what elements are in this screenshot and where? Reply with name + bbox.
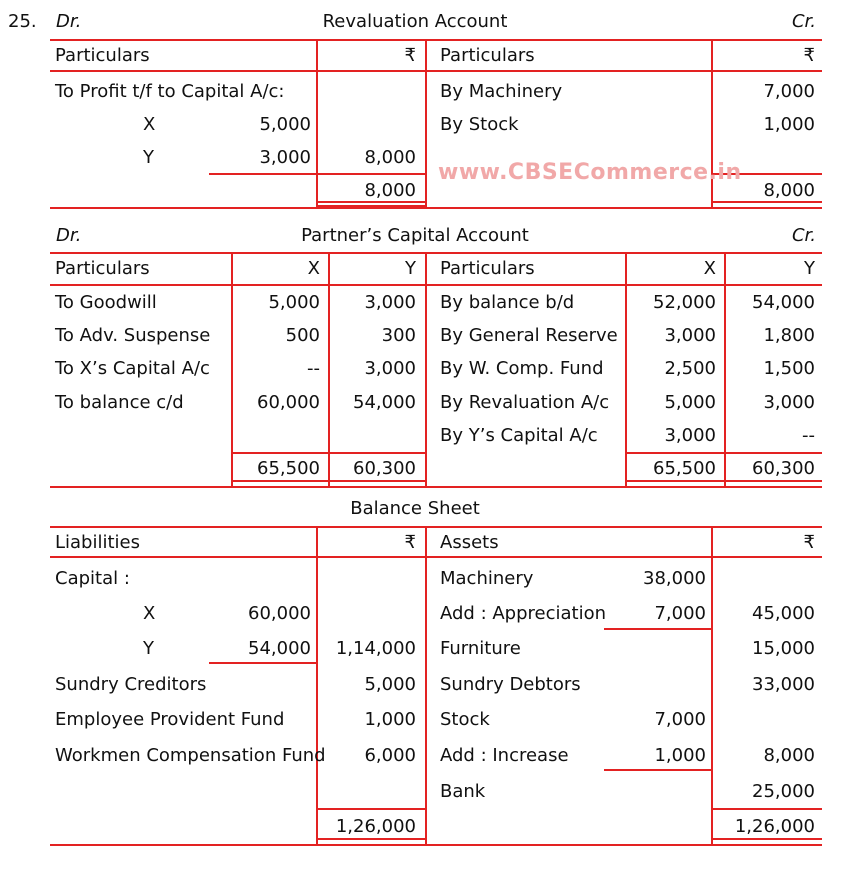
debit-row-y: 3,000 <box>364 292 416 313</box>
credit-row-y: -- <box>802 425 815 446</box>
rupee-header: ₹ <box>803 45 815 66</box>
sundry-creditors-label: Sundry Creditors <box>55 674 207 695</box>
furniture-amount: 15,000 <box>752 638 815 659</box>
question-number: 25. <box>8 11 37 32</box>
partner-y-label: Y <box>143 638 154 659</box>
rupee-header: ₹ <box>803 532 815 553</box>
machinery-amount: 7,000 <box>763 81 815 102</box>
capital-title: Partner’s Capital Account <box>301 225 529 246</box>
particulars-header: Particulars <box>55 45 150 66</box>
bank-label: Bank <box>440 781 486 802</box>
stock-amount: 1,000 <box>763 114 815 135</box>
capital-label: Capital : <box>55 568 130 589</box>
sundry-debtors-amount: 33,000 <box>752 674 815 695</box>
cr-label: Cr. <box>791 11 816 32</box>
sundry-creditors-amount: 5,000 <box>364 674 416 695</box>
credit-row-label: By General Reserve <box>440 325 618 346</box>
liabilities-total: 1,26,000 <box>335 816 416 837</box>
appreciation-label: Add : Appreciation <box>440 603 607 624</box>
partner-y-capital: 54,000 <box>248 638 311 659</box>
credit-row-y: 1,500 <box>763 358 815 379</box>
credit-row-x: 2,500 <box>664 358 716 379</box>
credit-row-label: By Revaluation A/c <box>440 392 610 413</box>
credit-total-x: 65,500 <box>653 458 716 479</box>
assets-total: 1,26,000 <box>734 816 815 837</box>
column-y-header: Y <box>405 258 416 279</box>
credit-total-y: 60,300 <box>752 458 815 479</box>
credit-row-y: 3,000 <box>763 392 815 413</box>
debit-row-x: -- <box>307 358 320 379</box>
credit-row-x: 3,000 <box>664 425 716 446</box>
sundry-debtors-label: Sundry Debtors <box>440 674 581 695</box>
debit-row-y: 54,000 <box>353 392 416 413</box>
wcf-label: Workmen Compensation Fund <box>55 745 326 766</box>
cr-label: Cr. <box>791 225 816 246</box>
credit-row-x: 3,000 <box>664 325 716 346</box>
machinery-label: Machinery <box>440 568 534 589</box>
epf-amount: 1,000 <box>364 709 416 730</box>
debit-row-label: To Goodwill <box>55 292 157 313</box>
debit-row-label: To X’s Capital A/c <box>55 358 210 379</box>
partner-x-label: X <box>143 603 156 624</box>
debit-row-x: 500 <box>285 325 320 346</box>
debit-total-y: 60,300 <box>353 458 416 479</box>
column-y-header: Y <box>804 258 815 279</box>
revaluation-title: Revaluation Account <box>322 11 508 32</box>
debit-row-label: To Adv. Suspense <box>55 325 211 346</box>
rupee-header: ₹ <box>404 532 416 553</box>
right-total: 8,000 <box>763 180 815 201</box>
column-x-header: X <box>703 258 716 279</box>
liabilities-header: Liabilities <box>55 532 140 553</box>
stock-amount: 7,000 <box>654 709 706 730</box>
credit-row-y: 54,000 <box>752 292 815 313</box>
stock-label: Stock <box>440 709 490 730</box>
debit-row-label: To balance c/d <box>55 392 184 413</box>
debit-total-x: 65,500 <box>257 458 320 479</box>
credit-row-label: By balance b/d <box>440 292 575 313</box>
epf-label: Employee Provident Fund <box>55 709 285 730</box>
increase-amount: 1,000 <box>654 745 706 766</box>
profit-subtotal: 8,000 <box>364 147 416 168</box>
bank-amount: 25,000 <box>752 781 815 802</box>
assets-header: Assets <box>440 532 499 553</box>
partner-y-label: Y <box>143 147 154 168</box>
watermark: www.CBSECommerce.in <box>438 160 742 185</box>
credit-row-label: By Y’s Capital A/c <box>440 425 598 446</box>
credit-row-x: 5,000 <box>664 392 716 413</box>
particulars-header: Particulars <box>440 45 535 66</box>
partner-x-label: X <box>143 114 156 135</box>
machinery-label: By Machinery <box>440 81 563 102</box>
credit-row-y: 1,800 <box>763 325 815 346</box>
wcf-amount: 6,000 <box>364 745 416 766</box>
dr-label: Dr. <box>56 11 82 32</box>
debit-row-x: 5,000 <box>268 292 320 313</box>
furniture-label: Furniture <box>440 638 521 659</box>
balance-sheet-title: Balance Sheet <box>350 498 480 519</box>
stock-label: By Stock <box>440 114 519 135</box>
credit-row-label: By W. Comp. Fund <box>440 358 604 379</box>
partner-x-capital: 60,000 <box>248 603 311 624</box>
appreciation-amount: 7,000 <box>654 603 706 624</box>
left-total: 8,000 <box>364 180 416 201</box>
particulars-header: Particulars <box>440 258 535 279</box>
credit-row-x: 52,000 <box>653 292 716 313</box>
dr-label: Dr. <box>56 225 82 246</box>
partner-x-amount: 5,000 <box>259 114 311 135</box>
machinery-amount: 38,000 <box>643 568 706 589</box>
column-x-header: X <box>307 258 320 279</box>
profit-transfer-label: To Profit t/f to Capital A/c: <box>55 81 285 102</box>
debit-row-y: 3,000 <box>364 358 416 379</box>
machinery-total: 45,000 <box>752 603 815 624</box>
debit-row-y: 300 <box>381 325 416 346</box>
partner-y-amount: 3,000 <box>259 147 311 168</box>
capital-total: 1,14,000 <box>335 638 416 659</box>
increase-label: Add : Increase <box>440 745 569 766</box>
particulars-header: Particulars <box>55 258 150 279</box>
stock-total: 8,000 <box>763 745 815 766</box>
debit-row-x: 60,000 <box>257 392 320 413</box>
rupee-header: ₹ <box>404 45 416 66</box>
